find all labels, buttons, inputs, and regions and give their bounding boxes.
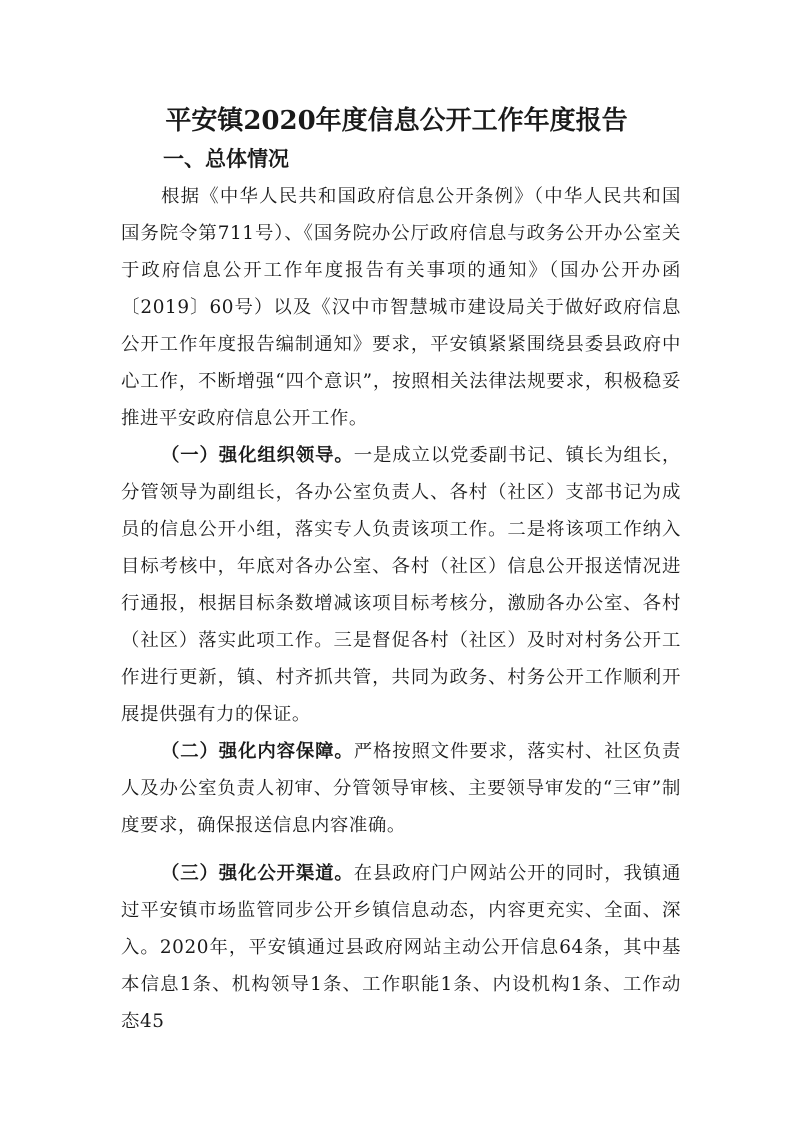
item-paragraph-1 (121, 437, 681, 733)
item-3-text: 在县政府门户网站公开的同时，我镇通过平安镇市场监管同步公开乡镇信息动态，内容更充实、全面、深入。2020年，平安镇通过县政府网站主动公开信息64条，其中基本信息1条、机构领导1条、工作职能1条、内设机构1条、工作动态45 (121, 863, 681, 1032)
item-1-text: 一是成立以党委副书记、镇长为组长，分管领导为副组长，各办公室负责人、各村（社区）支部书记为成员的信息公开小组，落实专人负责该项工作。二是将该项工作纳入目标考核中，年底对各办公室、各村（社区）信息公开报送情况进行通报，根据目标条数增减该项目标考核分，激励各办公室、各村（社区）落实此项工作。三是督促各村（社区）及时对村务公开工作进行更新，镇、村齐抓共管，共同为政务、村务公开工作顺利开展提供强有力的保证。 (121, 445, 681, 725)
item-1-lead: （一）强化组织领导。 (161, 445, 354, 466)
intro-paragraph-text: 根据《中华人民共和国政府信息公开条例》（中华人民共和国国务院令第711号）、《国务院办公厅政府信息与政务公开办公室关于政府信息公开工作年度报告有关事项的通知》（国办公开办函〔2019〕60号）以及《汉中市智慧城市建设局关于做好政府信息公开工作年度报告编制通知》要求，平安镇紧紧围绕县委县政府中心工作，不断增强“四个意识”，按照相关法律法规要求，积极稳妥推进平安政府信息公开工作。 (121, 186, 681, 429)
item-paragraph-3 (121, 855, 681, 1040)
item-paragraph-2 (121, 733, 681, 844)
document-title: 平安镇2020年度信息公开工作年度报告 (165, 106, 628, 136)
item-2-lead: （二）强化内容保障。 (161, 741, 354, 762)
item-2-text: 严格按照文件要求，落实村、社区负责人及办公室负责人初审、分管领导审核、主要领导审发的“三审”制度要求，确保报送信息内容准确。 (121, 741, 681, 836)
section-heading: 一、总体情况 (163, 147, 289, 171)
intro-paragraph (121, 178, 681, 437)
item-3-lead: （三）强化公开渠道。 (161, 863, 354, 884)
